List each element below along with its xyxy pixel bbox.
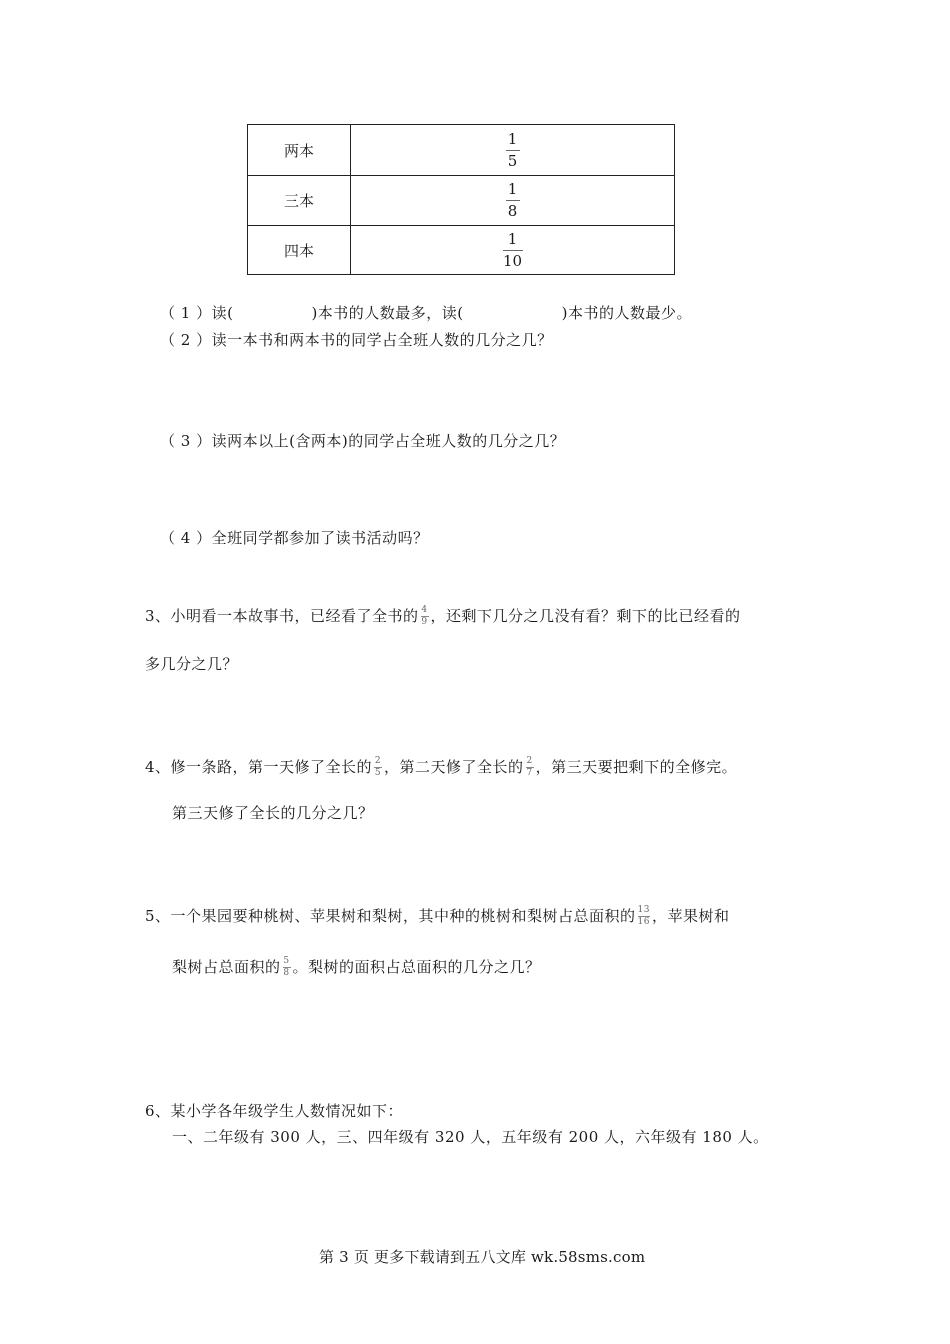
subquestion-1 [160,303,692,323]
row-label: 两本 [248,125,351,175]
numerator: 1 [507,129,518,148]
fraction [503,232,523,269]
fraction [638,906,650,927]
question-4-text-b: ，第二天修了全长的 [384,758,524,776]
denominator: 9 [421,616,428,627]
numerator: 2 [374,755,382,766]
numerator: 1 [507,230,518,248]
reading-table [247,124,675,275]
question-5-line-1 [145,906,730,928]
question-4-text-a: 4、修一条路，第一天修了全长的 [145,758,373,776]
numerator: 13 [637,904,650,915]
table-row [248,125,674,176]
row-label: 四本 [248,226,351,275]
row-fraction-cell [351,125,674,175]
subquestion-1-part-a: （ 1 ）读( [160,304,234,322]
denominator: 10 [502,252,523,270]
denominator: 7 [526,767,533,778]
question-5-text-b: ，苹果树和 [652,907,730,925]
denominator: 8 [507,202,518,220]
denominator: 16 [637,916,650,927]
denominator: 8 [283,967,290,978]
row-fraction-cell [351,176,674,225]
question-3-line-1 [145,606,741,628]
fraction [526,757,534,778]
subquestion-1-part-b: )本书的人数最多，读( [311,304,464,322]
fraction [421,606,429,627]
denominator: 5 [507,151,518,170]
question-4-text-c: ，第三天要把剩下的全修完。 [535,758,738,776]
numerator: 5 [283,955,290,966]
numerator: 2 [526,755,533,766]
question-4-line-2: 第三天修了全长的几分之几？ [172,804,374,822]
question-4-line-1 [145,757,737,779]
row-fraction-cell [351,226,674,275]
row-label: 三本 [248,176,351,225]
page-footer: 第 3 页 更多下载请到五八文库 wk.58sms.com [319,1248,646,1266]
question-6-line-1: 6、某小学各年级学生人数情况如下： [145,1102,404,1120]
fraction [374,757,382,778]
question-5-text-a: 5、一个果园要种桃树、苹果树和梨树，其中种的桃树和梨树占总面积的 [145,907,636,925]
fraction [283,957,291,978]
question-5-text-c: 梨树占总面积的 [172,958,281,976]
question-3-line-2: 多几分之几？ [145,655,239,673]
question-3-text-b: ，还剩下几分之几没有看？剩下的比已经看的 [430,607,741,625]
question-6-line-2: 一、二年级有 300 人，三、四年级有 320 人，五年级有 200 人，六年级有 180 人。 [172,1128,769,1146]
fraction [506,182,520,219]
question-5-text-d: 。梨树的面积占总面积的几分之几？ [292,958,541,976]
question-5-line-2 [172,957,541,979]
denominator: 5 [374,767,382,778]
subquestion-3: （ 3 ）读两本以上(含两本)的同学占全班人数的几分之几？ [160,432,566,450]
fraction [506,129,520,170]
table-row [248,226,674,275]
table-row [248,176,674,226]
subquestion-2: （ 2 ）读一本书和两本书的同学占全班人数的几分之几？ [160,331,553,349]
question-3-text-a: 3、小明看一本故事书，已经看了全书的 [145,607,419,625]
numerator: 1 [507,180,518,198]
subquestion-4: （ 4 ）全班同学都参加了读书活动吗？ [160,529,429,547]
numerator: 4 [421,604,428,615]
subquestion-1-part-c: )本书的人数最少。 [561,304,693,322]
